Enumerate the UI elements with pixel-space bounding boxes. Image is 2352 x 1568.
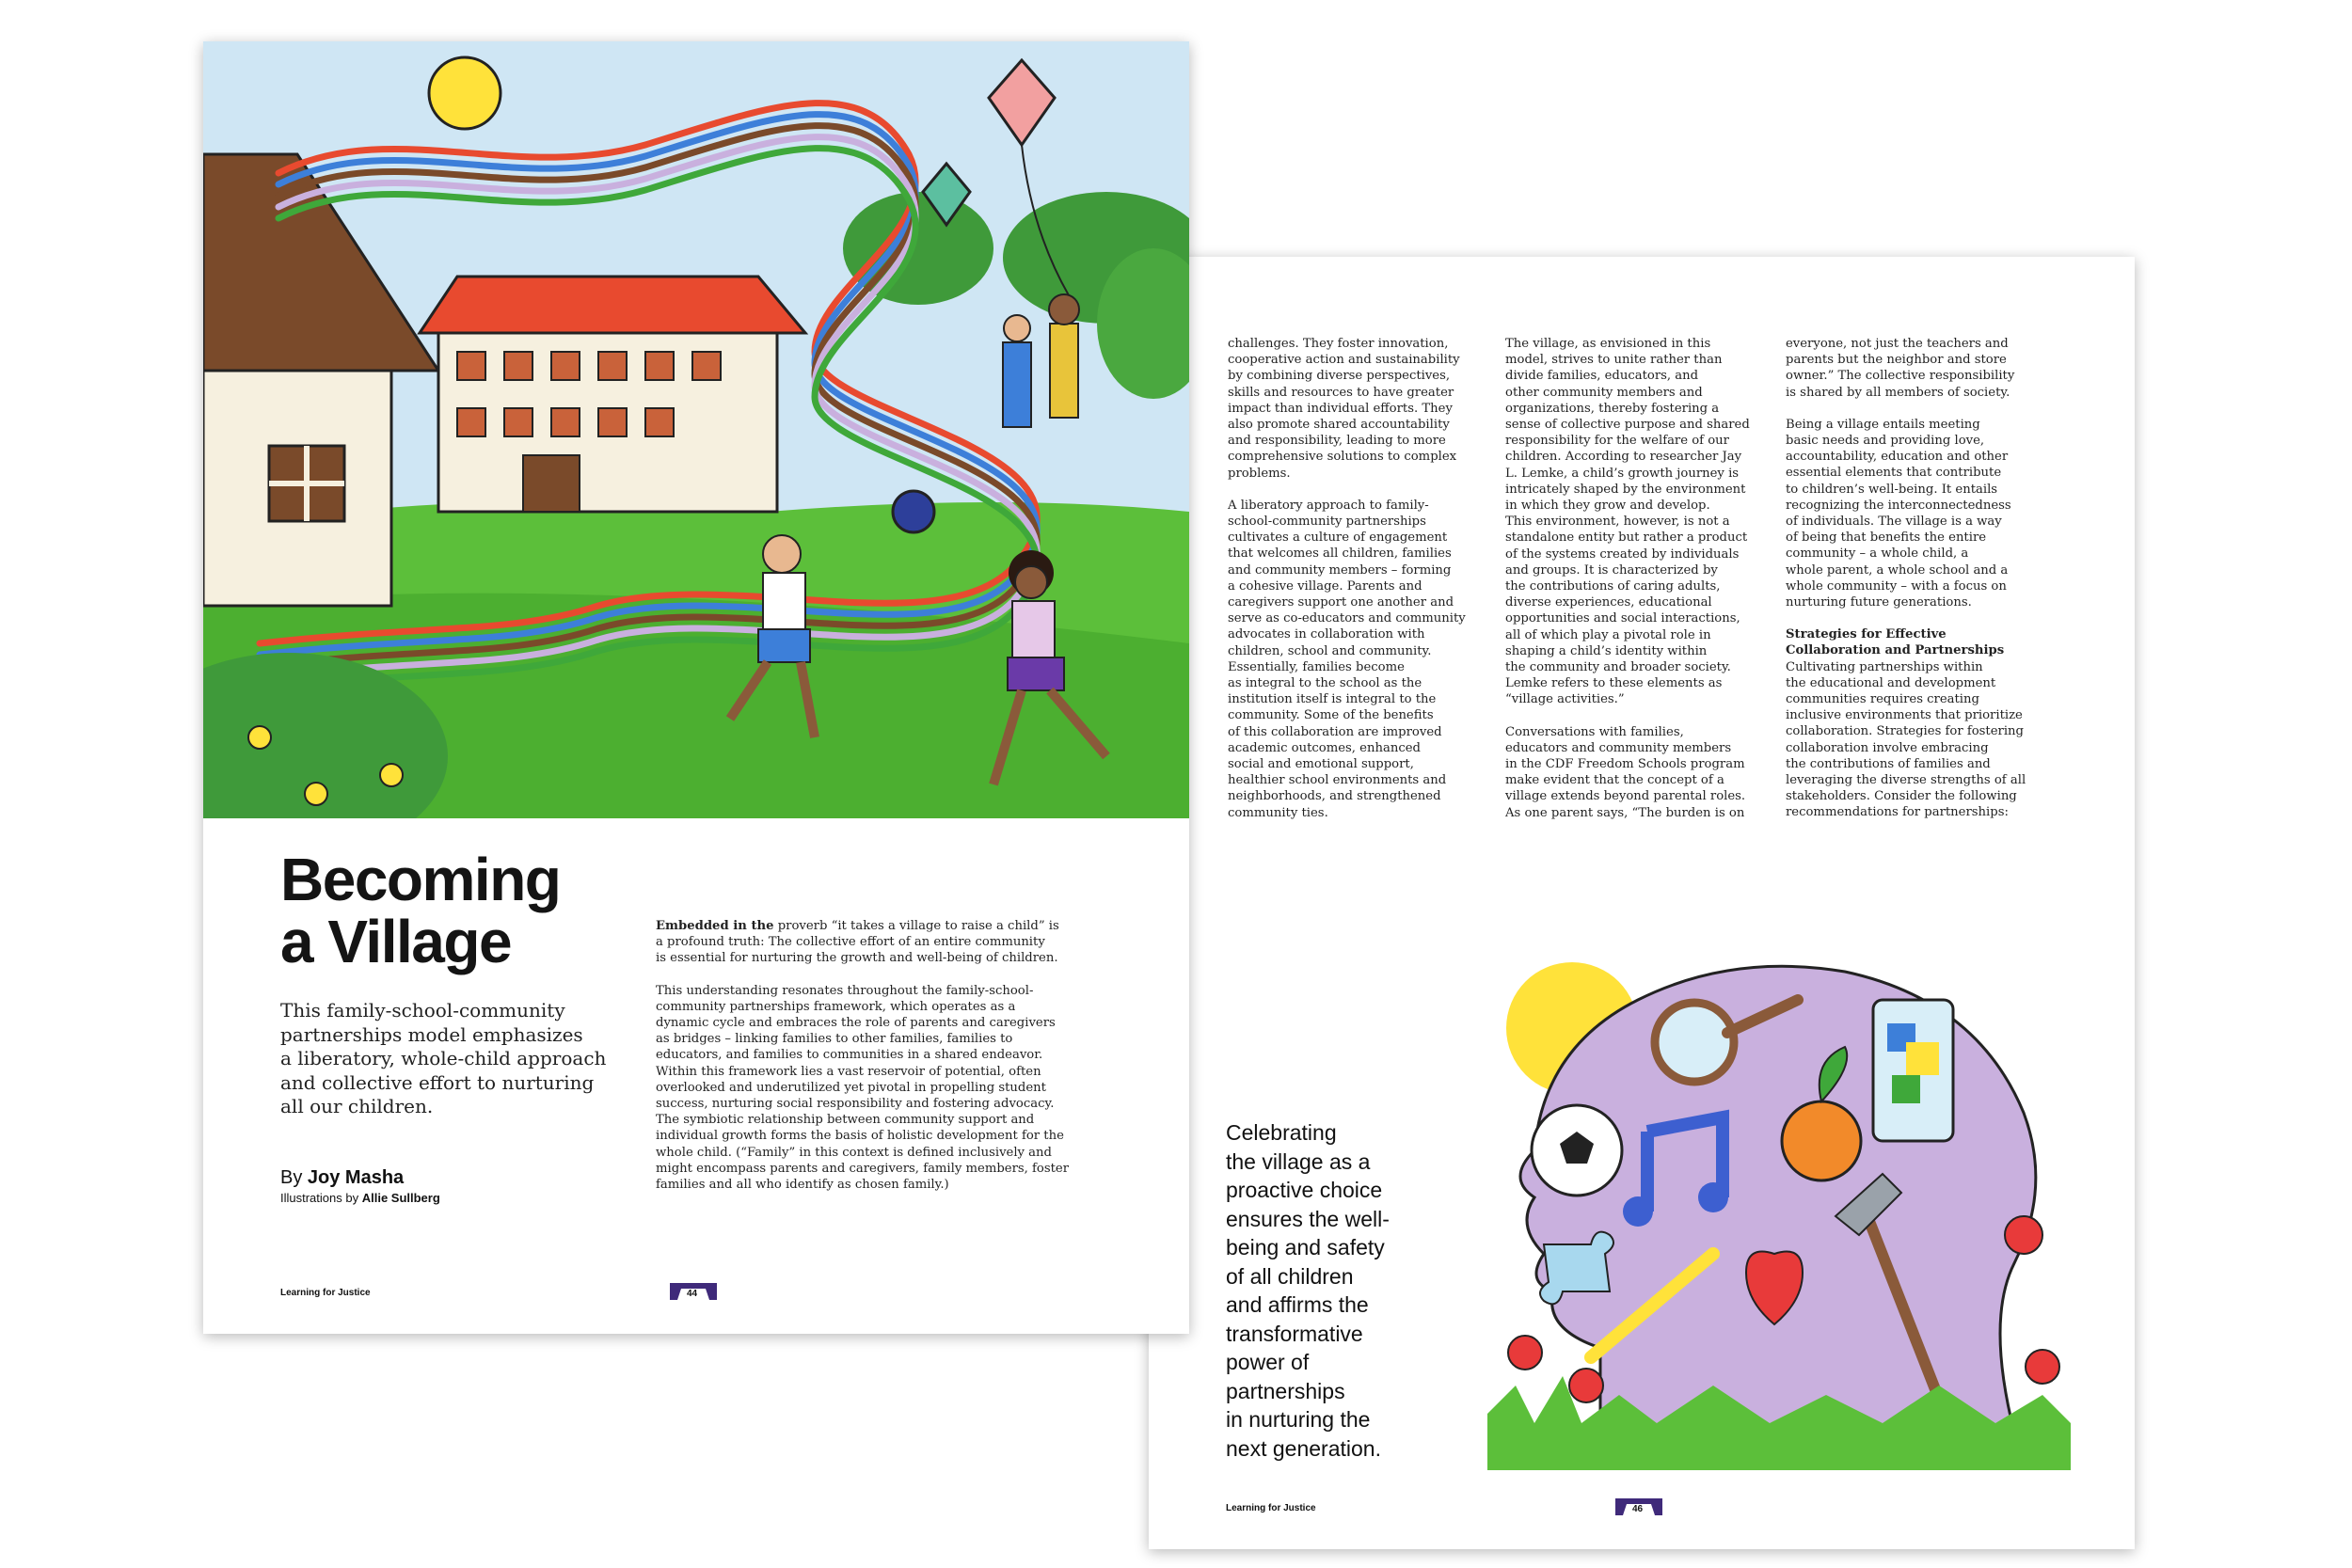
body-line: Cultivating partnerships within [1786,659,1983,674]
body-line: of individuals. The village is a way [1786,515,2002,530]
illustrator-name: Allie Sullberg [361,1191,440,1205]
body-line: and responsibility, leading to more [1228,434,1446,449]
author-name: Joy Masha [307,1167,405,1188]
body-line: divide families, educators, and [1505,369,1699,384]
pull-quote-line: ensures the well- [1226,1206,1390,1231]
body-line: and groups. It is characterized by [1505,562,1718,578]
byline [280,1167,404,1189]
ball [893,491,934,532]
intro-line: is essential for nurturing the growth and well-being of children. [656,951,1058,966]
body-line: essential elements that contribute [1786,466,2002,481]
intro-lead: Embedded in the [656,919,774,933]
body-line: of this collaboration are improved [1228,724,1442,739]
intro-line: This understanding resonates throughout the family-school- [656,983,1034,998]
pull-quote-line: proactive choice [1226,1178,1383,1202]
magnifier-icon [1655,1003,1734,1082]
footer-publication: Learning for Justice [1226,1503,1316,1513]
body-line: as integral to the school as the [1228,676,1422,691]
pull-quote-line: the village as a [1226,1148,1371,1174]
intro-text [656,918,1117,1193]
body-line: community ties. [1228,805,1328,820]
credit-prefix: Illustrations by [280,1191,359,1205]
title-line: Becoming [280,846,561,913]
body-line: intricately shaped by the environment [1505,482,1746,497]
intro-line: individual growth forms the basis of holistic development for the [656,1129,1064,1144]
body-line: impact than individual efforts. They [1228,401,1453,416]
village-illustration [203,41,1189,818]
body-line: A liberatory approach to family- [1228,498,1429,513]
article-deck [280,999,638,1119]
body-line: challenges. They foster innovation, [1228,337,1449,351]
body-line: in the CDF Freedom Schools program [1505,757,1745,772]
pull-quote-line: power of [1226,1350,1310,1374]
pull-quote-line: in nurturing the [1226,1407,1371,1432]
intro-line: whole child. (“Family” in this context is defined inclusively and [656,1145,1052,1160]
intro-line: dynamic cycle and embraces the role of parents and caregivers [656,1016,1056,1031]
pull-quote-line: being and safety [1226,1235,1385,1259]
body-line: “village activities.” [1505,692,1625,707]
body-line: problems. [1228,466,1291,481]
pull-quote-line: partnerships [1226,1378,1345,1403]
body-line: stakeholders. Consider the following [1786,789,2017,804]
footer-publication: Learning for Justice [280,1288,371,1298]
body-line: school-community partnerships [1228,515,1426,530]
body-line: educators and community members [1505,740,1732,755]
text-column-2 [1505,336,1759,821]
body-line: community. Some of the benefits [1228,708,1434,723]
body-line: sense of collective purpose and shared [1505,418,1750,433]
text-column-1 [1228,336,1482,821]
body-line: whole parent, a whole school and a [1786,562,2009,578]
body-line: village extends beyond parental roles. [1505,789,1746,804]
page-number: 46 [1632,1504,1644,1514]
school-roof [420,277,805,333]
body-line: academic outcomes, enhanced [1228,740,1421,755]
deck-line: partnerships model emphasizes [280,1022,583,1046]
head-silhouette [1520,966,2036,1433]
pull-quote-line: of all children [1226,1263,1354,1289]
head-silhouette-illustration [1487,943,2071,1470]
body-line: This environment, however, is not a [1505,515,1730,530]
deck-line: and collective effort to nurturing [280,1070,595,1094]
body-line: of the systems created by individuals [1505,546,1740,562]
body-line: collaboration. Strategies for fostering [1786,724,2024,739]
body-line: skills and resources to have greater [1228,385,1454,400]
body-line: children. According to researcher Jay [1505,450,1742,465]
body-line: community – a whole child, a [1786,546,1969,562]
body-line: all of which play a pivotal role in [1505,627,1711,642]
body-line: the contributions of families and [1786,756,1991,771]
body-line: also promote shared accountability [1228,418,1450,433]
body-line: social and emotional support, [1228,757,1414,772]
body-line: model, strives to unite rather than [1505,353,1723,368]
body-line: a cohesive village. Parents and [1228,578,1422,594]
body-line: the contributions of caring adults, [1505,579,1721,594]
intro-line: educators, and families to communities in a shared endeavor. [656,1048,1043,1063]
intro-line: Within this framework lies a vast reservoir of potential, often [656,1064,1041,1079]
deck-line: This family-school-community [280,999,565,1022]
body-line: that welcomes all children, families [1228,546,1452,562]
body-line: Being a village entails meeting [1786,417,1980,432]
intro-line: proverb “it takes a village to raise a child” is [773,919,1059,933]
pull-quote-line: and affirms the [1226,1292,1369,1317]
pull-quote-line: transformative [1226,1321,1363,1346]
body-line: responsibility for the welfare of our [1505,434,1729,449]
byline-prefix: By [280,1167,303,1188]
body-line: accountability, education and other [1786,450,2009,465]
intro-line: as bridges – linking families to other families, families to [656,1032,1013,1047]
orange-icon [1782,1101,1861,1180]
body-line: whole community – with a focus on [1786,578,2007,594]
body-line: everyone, not just the teachers and [1786,337,2009,351]
body-line: serve as co-educators and community [1228,611,1466,626]
body-line: opportunities and social interactions, [1505,611,1740,626]
body-line: communities requires creating [1786,692,1979,707]
body-line: and community members – forming [1228,562,1452,578]
intro-line: The symbiotic relationship between community support and [656,1113,1035,1128]
body-line: other community members and [1505,385,1703,400]
title-line: a Village [280,908,512,975]
body-line: standalone entity but rather a product [1505,531,1748,546]
body-line: recognizing the interconnectedness [1786,498,2011,513]
body-line: cooperative action and sustainability [1228,353,1460,368]
body-line: children, school and community. [1228,643,1432,658]
deck-line: all our children. [280,1095,434,1117]
body-line: institution itself is integral to the [1228,692,1437,707]
body-line: caregivers support one another and [1228,595,1454,610]
body-line: diverse experiences, educational [1505,595,1712,610]
body-line: make evident that the concept of a [1505,773,1724,788]
illustration-credit [280,1191,440,1205]
body-line: As one parent says, “The burden is on [1505,805,1745,820]
magazine-page-44 [203,41,1189,1334]
intro-line: might encompass parents and caregivers, family members, foster [656,1161,1070,1176]
body-line: neighborhoods, and strengthened [1228,789,1441,804]
body-line: inclusive environments that prioritize [1786,708,2023,723]
body-line: in which they grow and develop. [1505,499,1710,514]
body-line: comprehensive solutions to complex [1228,450,1457,465]
body-line: organizations, thereby fostering a [1505,401,1720,416]
body-line: to children’s well-being. It entails [1786,482,1998,497]
intro-line: success, nurturing social responsibility and fostering advocacy. [656,1097,1055,1112]
body-line: recommendations for partnerships: [1786,805,2009,820]
body-line: healthier school environments and [1228,773,1447,788]
body-line: advocates in collaboration with [1228,627,1425,642]
body-line: the educational and development [1786,675,1996,690]
magazine-page-46 [1149,257,2135,1549]
body-line: of being that benefits the entire [1786,531,1987,546]
pull-quote [1226,1118,1433,1463]
body-line: Essentially, families become [1228,659,1405,674]
body-line: parents but the neighbor and store [1786,353,2007,368]
section-heading: Strategies for Effective [1786,627,1947,642]
pull-quote-line: Celebrating [1226,1120,1337,1145]
school-door [523,455,580,512]
section-heading: Collaboration and Partnerships [1786,643,2005,658]
intro-line: a profound truth: The collective effort of an entire community [656,935,1045,950]
body-line: nurturing future generations. [1786,595,1972,610]
deck-line: a liberatory, whole-child approach [280,1047,607,1069]
body-line: L. Lemke, a child’s growth journey is [1505,466,1740,481]
article-title [280,848,560,973]
sun [429,57,501,129]
body-line: collaboration involve embracing [1786,740,1989,755]
body-line: Lemke refers to these elements as [1505,676,1723,691]
body-line: shaping a child’s identity within [1505,643,1708,658]
body-line: the community and broader society. [1505,660,1731,675]
intro-first-line [656,918,1117,934]
body-line: Conversations with families, [1505,724,1684,739]
text-column-3 [1786,336,2040,821]
intro-line: community partnerships framework, which operates as a [656,999,1016,1014]
body-line: owner.” The collective responsibility [1786,369,2015,384]
body-line: by combining diverse perspectives, [1228,369,1451,384]
page-number: 44 [687,1289,698,1299]
body-line: leveraging the diverse strengths of all [1786,773,2026,788]
intro-line: families and all who identify as chosen family.) [656,1178,949,1193]
body-line: is shared by all members of society. [1786,385,2010,400]
intro-line: overlooked and underutilized yet pivotal in propelling student [656,1080,1046,1095]
body-line: basic needs and providing love, [1786,434,1985,449]
body-line: cultivates a culture of engagement [1228,531,1448,546]
body-line: The village, as envisioned in this [1505,337,1711,351]
pull-quote-line: next generation. [1226,1435,1381,1461]
